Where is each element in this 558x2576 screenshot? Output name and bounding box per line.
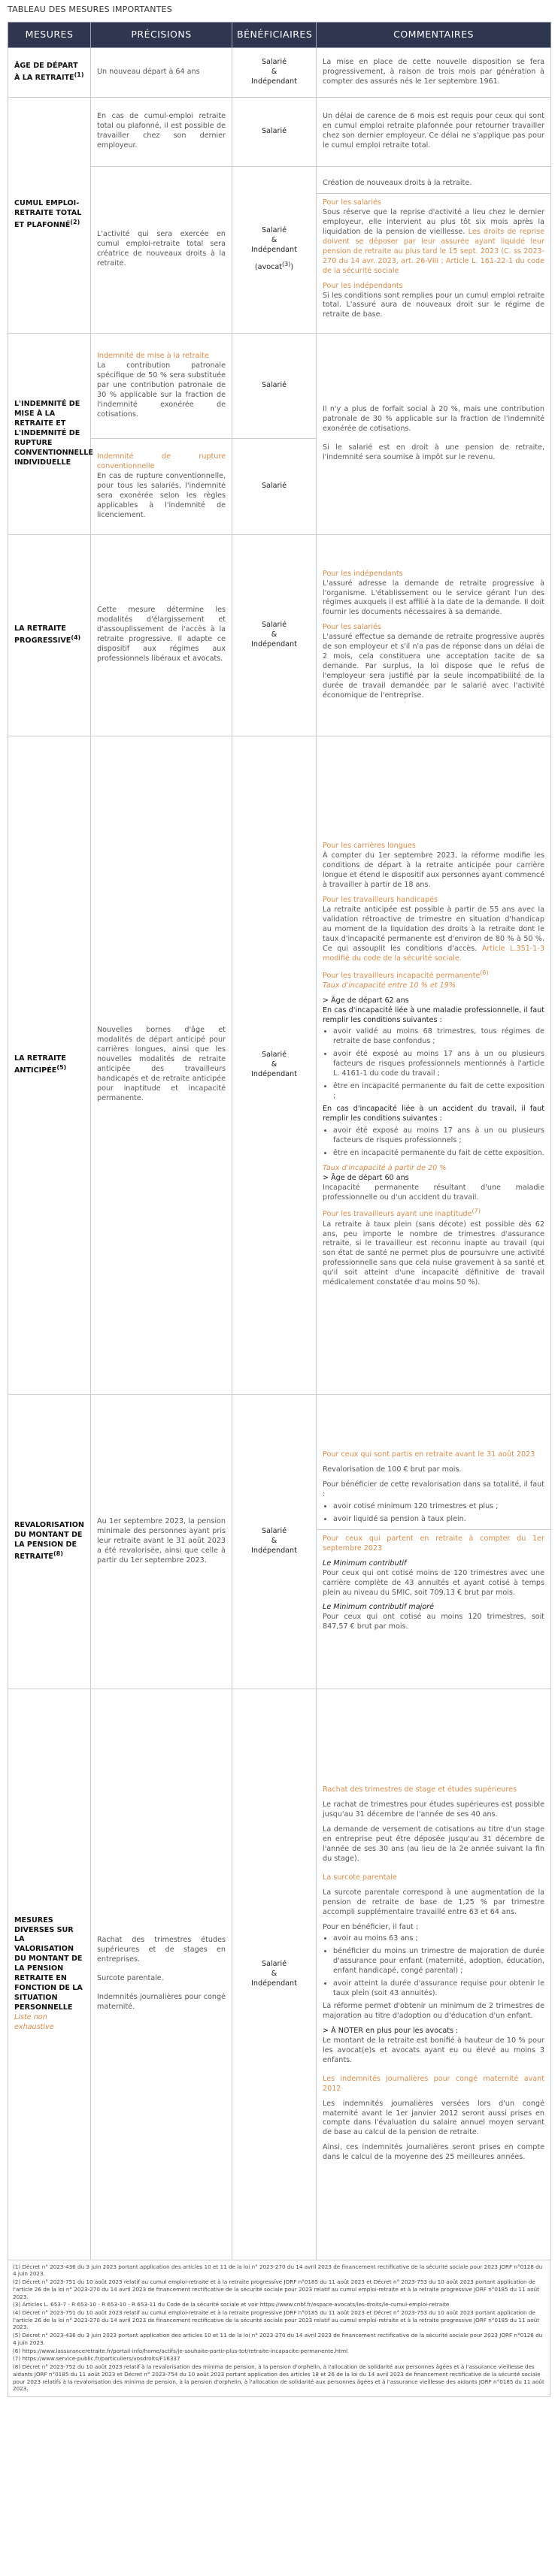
header-commentaires: COMMENTAIRES xyxy=(317,22,551,47)
footnote: (4) Décret n° 2023-751 du 10 août 2023 relatif au cumul emploi-retraite et à la retraite progressive JORF n°0185 du 11 août 2023 et Décret n° 2023-753 du 10 août 2023 portant application de l'article 26 de la loi n° 2023-270 du 14 avril 2023 de financement rectificative de la sécurité sociale pour 2023 relatif au cumul emploi-retraite et à la retraite progressive JORF n°0185 du 11 août 2023. xyxy=(13,2309,539,2331)
header-mesures: MESURES xyxy=(8,22,91,47)
section-heading: La surcote parentale xyxy=(323,1873,397,1882)
section-heading: Pour ceux qui sont partis en retraite avant le 31 août 2023 xyxy=(323,1450,535,1459)
precision-cell: Au 1er septembre 2023, la pension minimale des personnes ayant pris leur retraite avant le 31 août 2023 a été revalorisée, ainsi que celle à partir du 1er septembre 2023. xyxy=(91,1394,232,1689)
list-item: • avoir liquidé sa pension à taux plein. xyxy=(333,1515,544,1525)
comment-text: Incapacité permanente résultant d'une maladie professionnelle ou d'un accident du travail. xyxy=(323,1183,544,1202)
section-heading: Pour les travailleurs handicapés xyxy=(323,896,438,904)
precision-text: En cas de rupture conventionnelle, pour tous les salariés, l'indemnité sera exonérée selon les règles applicables à l'indemnité de licenciement. xyxy=(97,471,226,519)
precision-cell xyxy=(91,333,232,438)
comment-text: L'assuré adresse la demande de retraite progressive à l'organisme. L'établissement ou le service gérant l'un des régimes auxquels il est affilié à la date de la demande. Il doit fournir les documents nécessaires à sa demande. xyxy=(323,579,544,617)
comment-text: Pour ceux qui ont cotisé au moins 120 trimestres, soit 847,57 € brut par mois. xyxy=(323,1613,544,1631)
section-heading: Indemnité de rupture conventionnelle xyxy=(97,452,226,470)
list-item: • avoir validé au moins 68 trimestres, tous régimes de retraite de base confondus ; xyxy=(333,1027,544,1047)
comment-text: Pour bénéficier de cette revalorisation dans sa totalité, il faut : xyxy=(323,1480,544,1498)
footnote: (7) https://www.service-public.fr/particuliers/vosdroits/F16337 xyxy=(13,2355,180,2363)
beneficiary-cell: Salarié xyxy=(232,333,317,438)
comment-text: L'assuré effectue sa demande de retraite progressive auprès de son employeur et s'il n'a pas de réponse dans un délai de 2 mois, cela constituera une acceptation tacite de sa demande. Par surplus, la loi dispose que le refus de l'employeur sera justifié par la seule incompatibilité de la durée de travail demandée par le salarié avec l'activité économique de l'entreprise. xyxy=(323,633,544,700)
section-heading xyxy=(323,1208,544,1220)
table-row xyxy=(8,736,551,1394)
comment-text: La réforme permet d'obtenir un minimum de 2 trimestres de majoration au titre d'adoption ou d'éducation d'un enfant. xyxy=(323,2002,544,2021)
age-label: > Âge de départ 62 ans xyxy=(323,996,409,1005)
beneficiary-cell xyxy=(232,47,317,97)
footnote-ref: (2) xyxy=(70,219,80,226)
measure-cell: L'INDEMNITÉ DE MISE À LA RETRAITE ET L'INDEMNITÉ DE RUPTURE CONVENTIONNELLE INDIVIDUELLE xyxy=(8,333,91,534)
age-label: > Âge de départ 60 ans xyxy=(323,1173,409,1182)
comment-text-span: Sous réserve que la reprise d'activité a lieu chez le dernier employeur, elle intervient au plus tôt six mois après la liquidation de la pension de vieillesse. xyxy=(323,208,544,236)
comment-cell xyxy=(317,534,551,736)
section-heading: Pour les salariés xyxy=(323,623,381,632)
comment-text xyxy=(323,208,544,277)
comment-text: À compter du 1er septembre 2023, la réforme modifie les conditions de départ à la retraite anticipée pour carrière longue et étend le dispositif aux personnes ayant commencé à travailler à partir de 18 ans. xyxy=(323,851,544,890)
table-row xyxy=(8,333,551,438)
measures-table xyxy=(8,22,551,2260)
condition-list xyxy=(333,1934,544,1999)
comment-text: Si les conditions sont remplies pour un cumul emploi retraite total. L'assuré aura de nouveaux droit sur le régime de retraite de base. xyxy=(323,291,544,319)
footnote: (5) Décret n° 2023-436 du 3 juin 2023 portant application des articles 10 et 11 de la loi n° 2023-270 du 14 avril 2023 de financement rectificative de la sécurité sociale pour 2023 JORF n°0128 du 4 juin 2023. xyxy=(13,2332,543,2346)
footnote-ref: (8) xyxy=(53,1550,63,1557)
measure-cell xyxy=(8,47,91,97)
beneficiary-cell: Salarié xyxy=(232,438,317,534)
measure-label: LA RETRAITE ANTICIPÉE xyxy=(14,1054,66,1075)
document-title: TABLEAU DES MESURES IMPORTANTES xyxy=(8,5,172,14)
footnote-ref: (5) xyxy=(56,1063,67,1071)
legal-reference: Article L.351-1-3 modifié du code de la sécurité sociale. xyxy=(323,944,544,963)
section-heading: Pour les salariés xyxy=(323,198,381,207)
footnotes xyxy=(8,2260,550,2397)
comment-text: Les indemnités journalières versées lors d'un congé maternité avant le 1er janvier 2012 seront aussi prises en compte dans l'évaluation du salaire annuel moyen servant de base au calcul de la pension de retraite. xyxy=(323,2099,544,2137)
beneficiary-amp: & xyxy=(271,1536,277,1545)
beneficiary-salarie: Salarié xyxy=(261,226,287,235)
measure-note: Liste non exhaustive xyxy=(14,2012,54,2031)
precision-text: Surcote parentale. xyxy=(97,1974,164,1983)
comment-text: En cas d'incapacité liée à une maladie professionnelle, il faut remplir les conditions suivantes : xyxy=(323,1005,544,1024)
comment-text: Revalorisation de 100 € brut par mois. xyxy=(323,1465,462,1474)
section-heading: Pour les indépendants xyxy=(323,281,403,290)
footnote: (8) Décret n° 2023-752 du 10 août 2023 relatif à la revalorisation des minima de pension, à la pension d'orphelin, à l'allocation de solidarité aux personnes âgées et à l'assurance vieillesse des aidants JORF n°0185 du 11 août 2023 et Décret n° 2023-754 du 10 août 2023 portant application des articles 18 et 26 de la loi du 14 avril 2023 de financement rectificative de la sécurité sociale pour 2023 relatifs à la revalorisation des minima de pension, à la pension d'orphelin, à l'allocation de solidarité aux personnes âgées et à l'assurance vieillesse des aidants JORF n°0185 du 11 août 2023. xyxy=(13,2363,544,2393)
comment-cell: La mise en place de cette nouvelle disposition se fera progressivement, à raison de trois mois par génération à compter des assurés nés le 1er septembre 1961. xyxy=(317,47,551,97)
precision-cell: Cette mesure détermine les modalités d'élargissement et d'assouplissement de l'accès à la retraite progressive. Il adapte ce dispositif aux régimes aux professionnels libéraux et avocats. xyxy=(91,534,232,736)
list-item: • avoir atteint la durée d'assurance requise pour obtenir le taux plein (soit 43 annuités). xyxy=(333,1979,544,1999)
list-item: • avoir cotisé minimum 120 trimestres et plus ; xyxy=(333,1502,544,1512)
beneficiary-independant: Indépendant xyxy=(251,1979,297,1988)
subheading: Le Minimum contributif xyxy=(323,1559,407,1568)
list-item: • avoir été exposé au moins 17 ans à un ou plusieurs facteurs de risques professionnels mentionnés à l'article L. 4161-1 du code du travail ; xyxy=(333,1050,544,1079)
precision-text: La contribution patronale spécifique de 50 % sera substituée par une contribution patronale de 30 % applicable sur la fraction de l'indemnité exonérée de cotisations. xyxy=(97,361,226,419)
precision-cell: Un nouveau départ à 64 ans xyxy=(91,47,232,97)
comment-text-span: La retraite anticipée est possible à partir de 55 ans avec la validation rétroactive de trimestre en situation d'handicap au moment de la liquidation des droits à la retraite dont le taux d'incapacité permanente est d'environ de 80 % à 50 %. Ce qui assouplit les conditions d'accès. xyxy=(323,905,544,953)
condition-list xyxy=(333,1502,544,1525)
comment-text: Le montant de la retraite est bonifié à hauteur de 10 % pour les avocat(e)s et avocats ayant eu ou élevé au moins 3 enfants. xyxy=(323,2036,544,2064)
precision-cell xyxy=(91,438,232,534)
table-row xyxy=(8,97,551,166)
comment-text: Le rachat de trimestres pour études supérieures est possible jusqu'au 31 décembre de l'année de ses 40 ans. xyxy=(323,1800,544,1819)
footnote: (6) https://www.lassuranceretraite.fr/portail-info/home/actifs/je-souhaite-partir-plus-tot/retraite-incapacite-permanente.html xyxy=(13,2347,348,2354)
beneficiary-salarie: Salarié xyxy=(261,1526,287,1535)
header-precisions: PRÉCISIONS xyxy=(91,22,232,47)
beneficiary-independant: Indépendant xyxy=(251,639,297,649)
section-heading xyxy=(323,969,544,981)
beneficiary-salarie: Salarié xyxy=(261,57,287,66)
beneficiary-cell xyxy=(232,166,317,333)
precision-text: Indemnités journalières pour congé maternité. xyxy=(97,1993,226,2012)
footnote: (1) Décret n° 2023-436 du 3 juin 2023 portant application des articles 10 et 11 de la loi n° 2023-270 du 14 avril 2023 de financement rectificative de la sécurité sociale pour 2023 JORF n°0128 du 4 juin 2023. xyxy=(13,2263,543,2278)
section-heading: Les indemnités journalières pour congé maternité avant 2012 xyxy=(323,2074,544,2093)
beneficiary-cell: Salarié xyxy=(232,97,317,166)
footnote-ref: (6) xyxy=(480,969,489,976)
comment-cell: Un délai de carence de 6 mois est requis pour ceux qui sont en cumul emploi retraite plafonnée pour retourner travailler chez son dernier employeur. Ce délai ne s'applique pas pour le cumul emploi retraite total. xyxy=(317,97,551,166)
comment-cell xyxy=(317,1394,551,1689)
list-item: • avoir au moins 63 ans ; xyxy=(333,1934,544,1944)
table-row xyxy=(8,47,551,97)
footnote-ref: (4) xyxy=(71,633,81,641)
beneficiary-cell xyxy=(232,534,317,736)
divider xyxy=(317,1529,550,1530)
subheading: Taux d'incapacité à partir de 20 % xyxy=(323,1163,447,1172)
measure-label: MESURES DIVERSES SUR LA VALORISATION DU MONTANT DE LA PENSION RETRAITE EN FONCTION DE LA SITUATION PERSONNELLE xyxy=(14,1915,83,2012)
paren-close: ) xyxy=(290,263,294,272)
comment-text xyxy=(323,906,544,964)
list-item: • être en incapacité permanente du fait de cette exposition ; xyxy=(333,1082,544,1102)
beneficiary-amp: & xyxy=(271,67,277,76)
comment-text: Pour en bénéficier, il faut : xyxy=(323,1922,419,1931)
comment-intro: Création de nouveaux droits à la retraite. xyxy=(323,179,472,188)
precision-cell xyxy=(91,1689,232,2260)
measure-cell xyxy=(8,736,91,1394)
list-item: • être en incapacité permanente du fait de cette exposition. xyxy=(333,1149,544,1159)
comment-text: En cas d'incapacité liée à un accident du travail, il faut remplir les conditions suivantes : xyxy=(323,1105,544,1123)
comment-cell xyxy=(317,333,551,534)
beneficiary-avocat xyxy=(238,261,310,273)
subheading: Le Minimum contributif majoré xyxy=(323,1603,435,1612)
beneficiary-amp: & xyxy=(271,630,277,639)
table-row xyxy=(8,1689,551,2260)
precision-cell: En cas de cumul-emploi retraite total ou plafonné, il est possible de travailler chez son dernier employeur. xyxy=(91,97,232,166)
beneficiary-amp: & xyxy=(271,1060,277,1069)
beneficiary-salarie: Salarié xyxy=(261,620,287,629)
footnote: (3) Articles L. 653-7 - R 653-10 - R 653-10 - R 653-11 du Code de la sécurité sociale et voir https://www.cnbf.fr/espace-avocats/les-droits/le-cumul-emploi-retraite xyxy=(13,2301,450,2308)
beneficiary-independant: Indépendant xyxy=(251,1546,297,1555)
divider xyxy=(317,193,550,194)
measure-cell xyxy=(8,1394,91,1689)
section-heading-text: Pour les travailleurs ayant une inaptitude xyxy=(323,1210,472,1219)
measure-label: ÂGE DE DÉPART À LA RETRAITE xyxy=(14,61,78,82)
list-item: • avoir été exposé au moins 17 ans à un ou plusieurs facteurs de risques professionnels ; xyxy=(333,1126,544,1146)
subheading: Taux d'incapacité entre 10 % et 19% xyxy=(323,981,456,990)
section-heading: Pour ceux qui partent en retraite à compter du 1er septembre 2023 xyxy=(323,1534,544,1553)
comment-cell xyxy=(317,166,551,333)
precision-cell: Nouvelles bornes d'âge et modalités de départ anticipé pour carrières longues, ainsi que les nouvelles modalités de retraite anticipée des travailleurs handicapés et de retraite anticipée pour inaptitude et incapacité permanente. xyxy=(91,736,232,1394)
condition-list xyxy=(333,1027,544,1102)
table-header-row xyxy=(8,22,551,47)
beneficiary-salarie: Salarié xyxy=(261,1050,287,1059)
beneficiary-avocat-label: (avocat xyxy=(254,263,282,272)
section-heading: Indemnité de mise à la retraite xyxy=(97,351,209,360)
section-heading: Pour les indépendants xyxy=(323,569,403,578)
note-label: > À NOTER en plus pour les avocats : xyxy=(323,2026,459,2035)
measure-cell xyxy=(8,1689,91,2260)
beneficiary-amp: & xyxy=(271,236,277,245)
comment-text: Si le salarié est en droit à une pension de retraite, l'indemnité sera soumise à impôt sur le revenu. xyxy=(323,443,544,461)
beneficiary-amp: & xyxy=(271,1969,277,1978)
beneficiary-cell xyxy=(232,1689,317,2260)
measure-cell xyxy=(8,534,91,736)
section-heading: Pour les carrières longues xyxy=(323,842,416,851)
comment-text: Ainsi, ces indemnités journalières seront prises en compte dans le calcul de la moyenne des 25 meilleures années. xyxy=(323,2143,544,2162)
beneficiary-independant: Indépendant xyxy=(251,246,297,255)
section-heading: Rachat des trimestres de stage et études supérieures xyxy=(323,1785,517,1794)
condition-list xyxy=(333,1126,544,1159)
comment-text: La surcote parentale correspond à une augmentation de la pension de retraite de base de 1,25 % par trimestre accompli supplémentaire travaillé entre 63 et 64 ans. xyxy=(323,1888,544,1916)
table-row xyxy=(8,1394,551,1689)
comment-cell xyxy=(317,1689,551,2260)
comment-text: La retraite à taux plein (sans décote) est possible dès 62 ans, peu importe le nombre de trimestres d'assurance retraite, si le travailleur est reconnu inapte au travail (qui son état de santé ne permet plus de poursuivre une activité professionnelle sans que cela nuise gravement à sa santé et qu'il soit atteint d'une incapacité définitive de travail médicalement constatée d'au moins 50 %). xyxy=(323,1220,544,1287)
footnote: (2) Décret n° 2023-751 du 10 août 2023 relatif au cumul emploi-retraite et à la retraite progressive JORF n°0185 du 11 août 2023 et Décret n° 2023-753 du 10 août 2023 portant application de l'article 26 de la loi n° 2023-270 du 14 avril 2023 de financement rectificative de la sécurité sociale pour 2023 relatif au cumul emploi-retraite et à la retraite progressive JORF n°0185 du 11 août 2023. xyxy=(13,2278,539,2300)
measure-label: REVALORISATION DU MONTANT DE LA PENSION DE RETRAITE xyxy=(14,1520,84,1561)
measure-label: LA RETRAITE PROGRESSIVE xyxy=(14,624,71,645)
beneficiary-independant: Indépendant xyxy=(251,77,297,86)
comment-text: Il n'y a plus de forfait social à 20 %, mais une contribution patronale de 30 % applicable sur la fraction de l'indemnité exonérée de cotisations. xyxy=(323,404,544,433)
list-item: • bénéficier du moins un trimestre de majoration de durée d'assurance pour enfant (maternité, adoption, éducation, enfant handicapé, congé parental) ; xyxy=(333,1947,544,1976)
header-beneficiaires: BÉNÉFICIAIRES xyxy=(232,22,317,47)
measure-cell xyxy=(8,97,91,333)
precision-text: Rachat des trimestres études supérieures et de stages en entreprises. xyxy=(97,1936,226,1964)
comment-text: Pour ceux qui ont cotisé moins de 120 trimestres avec une carrière complète de 43 annuités et ayant cotisé à temps plein au niveau du SMIC, soit 709,13 € brut par mois. xyxy=(323,1568,544,1597)
footnote-ref: (7) xyxy=(472,1208,481,1215)
measure-label: CUMUL EMPLOI-RETRAITE TOTAL ET PLAFONNÉ xyxy=(14,199,82,230)
beneficiary-salarie: Salarié xyxy=(261,1959,287,1968)
beneficiary-cell xyxy=(232,736,317,1394)
legal-reference: Les droits de reprise doivent se déposer par leur assurée ayant liquidé leur pension de retraite au plus tard le 15 sept. 2023 (C. ss 2023-270 du 14 avr. 2023, art. 26-VIII ; Article L. 161-22-1 du code de la sécurité sociale xyxy=(323,227,544,275)
footnote-ref: (1) xyxy=(74,71,84,78)
comment-text: La demande de versement de cotisations au titre d'un stage en entreprise peut être déposée jusqu'au 31 décembre de l'année de ses 30 ans (au lieu de la 2e année suivant la fin du stage). xyxy=(323,1825,544,1863)
precision-cell: L'activité qui sera exercée en cumul emploi-retraite total sera créatrice de nouveaux droits à la retraite. xyxy=(91,166,232,333)
beneficiary-independant: Indépendant xyxy=(251,1069,297,1078)
beneficiary-cell xyxy=(232,1394,317,1689)
section-heading-text: Pour les travailleurs incapacité permanente xyxy=(323,971,481,980)
comment-cell xyxy=(317,736,551,1394)
footnote-ref: (3) xyxy=(282,261,291,268)
table-row xyxy=(8,534,551,736)
